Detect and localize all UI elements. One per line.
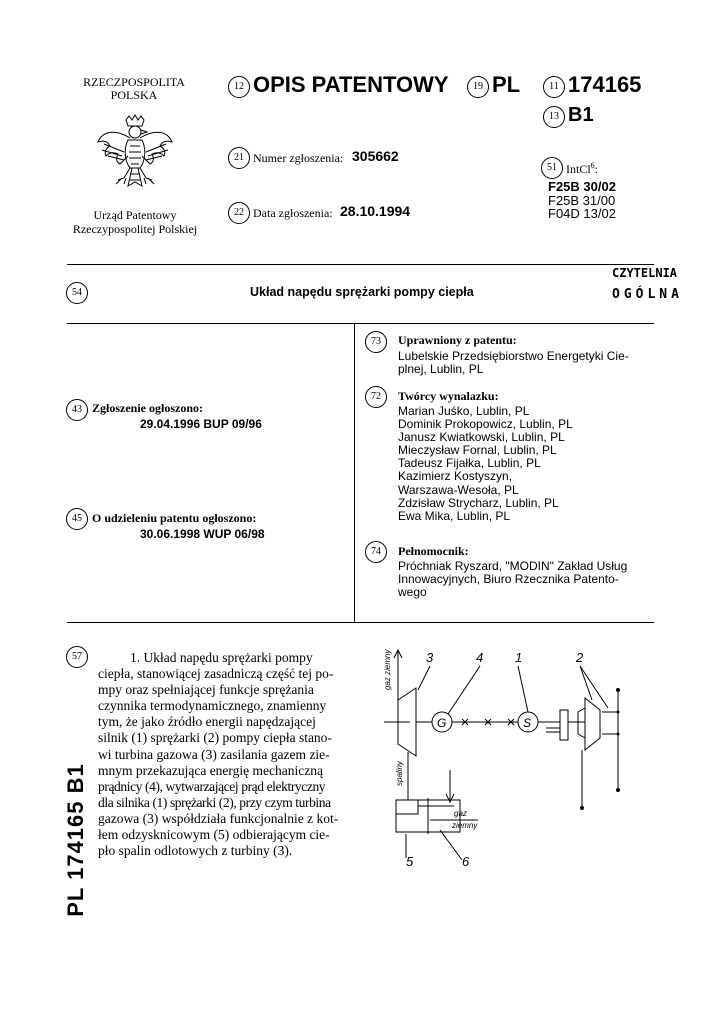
owner-line: Lubelskie Przedsiębiorstwo Energetyki Cie- [398,349,629,363]
inid-code-13: 13 [543,106,565,128]
inventor-entry: Warszawa-Wesoła, PL [398,482,519,497]
grant-publication-label: O udzieleniu patentu ogłoszono: [92,511,257,525]
side-patent-label-text: PL 174165 B1 [63,763,88,917]
publication-value: 29.04.1996 BUP 09/96 [140,417,262,431]
gas-top-label: gaz ziemny [383,649,392,690]
divider-bottom [67,622,654,623]
label-2: 2 [576,650,584,665]
label-4: 4 [476,650,484,665]
attorney-line: Próchniak Ryszard, "MODIN" Zakład Usług [398,559,628,573]
gas-bottom-label-2: ziemny [452,821,478,830]
claim-line: łem odzysknicowym (5) odbierającym cie- [98,827,330,843]
inid-code-11: 11 [543,76,565,98]
stamp-line1: CZYTELNIA [612,266,678,280]
attorney-name [398,560,627,599]
owner-name [398,350,629,376]
issuer-office [50,208,220,236]
inventor-entry: Mieczysław Fornal, Lublin, PL [398,443,557,458]
exhaust-label: spaliny [395,761,404,786]
invention-title: Układ napędu sprężarki pompy ciepła [250,285,474,299]
claim-line: pło spalin odlotowych z turbiny (3). [98,843,293,859]
claim-line: dla silnika (1) sprężarki (2), przy czym turbina [98,794,331,810]
issuer-country [60,76,208,102]
label-3: 3 [426,650,434,665]
inid-code-73: 73 [365,331,387,353]
claim-line: tym, że jako źródło energii napędzającej [98,714,316,730]
country-code: PL [492,72,521,97]
inventors-list [398,405,573,523]
office-line2: Rzeczypospolitej Polskiej [72,222,198,236]
classification-label-text: IntCl [566,162,591,176]
claim-line: czynnika termodynamicznego, znamienny [98,698,327,714]
classification-label [566,161,598,177]
attorney-line: Innowacyjnych, Biuro Rzecznika Patento- [398,572,619,586]
grant-publication-value: 30.06.1998 WUP 06/98 [140,527,265,541]
claim-line: 1. Układ napędu sprężarki pompy [130,650,313,665]
classification-code-main: F25B 30/02 [548,179,616,194]
country-line2: POLSKA [110,88,158,102]
owner-line: plnej, Lublin, PL [398,362,484,376]
inid-code-51: 51 [541,157,563,179]
inventors-label: Twórcy wynalazku: [398,389,499,403]
inventor-entry: Marian Juśko, Lublin, PL [398,404,530,418]
patent-number: 174165 [568,72,642,97]
country-line1: RZECZPOSPOLITA [83,75,185,89]
application-date: 28.10.1994 [340,203,411,219]
claim-line: ciepła, stanowiącej zasadniczą część tej po- [98,666,334,682]
coupling [560,710,568,740]
claim-line: prądnicy (4), wytwarzającej prąd elektryczny [98,778,326,794]
inid-code-43: 43 [66,399,88,421]
classification-codes [548,180,616,221]
label-6: 6 [462,854,470,869]
attorney-label: Pełnomocnik: [398,544,469,558]
compressor [585,698,600,750]
side-patent-label [63,763,89,916]
document-type: OPIS PATENTOWY [253,72,449,97]
generator-label: G [437,716,447,730]
inid-code-74: 74 [365,541,387,563]
label-5: 5 [406,854,414,869]
divider-middle [67,323,654,324]
eagle-emblem-icon [94,112,180,198]
claim-line: wi turbina gazowa (3) zasilania gazem zie- [98,746,330,762]
claim-line: gazowa (3) współdziała funkcjonalnie z kot- [98,810,339,826]
application-number: 305662 [352,148,399,164]
inventor-entry: Ewa Mika, Lublin, PL [398,508,511,523]
inventor-entry: Kazimierz Kostyszyn, [398,469,513,484]
inid-code-45: 45 [66,508,88,530]
claim-text [98,650,350,859]
claim-line: mnym przekazująca energię mechaniczną [98,762,323,778]
gas-bottom-label-1: gaz [454,809,467,818]
application-number-label: Numer zgłoszenia: [253,151,344,165]
attorney-line: wego [398,585,427,599]
application-date-label: Data zgłoszenia: [253,206,333,220]
kind-code: B1 [568,104,594,126]
classification-label-suffix: : [594,162,599,176]
publication-label: Zgłoszenie ogłoszono: [92,401,203,415]
inventor-entry: Janusz Kwiatkowski, Lublin, PL [398,430,565,445]
inventor-entry: Zdzisław Strycharz, Lublin, PL [398,495,559,510]
divider-top [67,264,654,265]
classification-label-sup: 6 [590,161,595,170]
stamp-line2: OGÓLNA [612,287,683,302]
classification-code: F25B 31/00 [548,192,616,208]
inventor-entry: Dominik Prokopowicz, Lublin, PL [398,417,573,432]
heat-pump-drive-diagram [370,630,640,880]
motor-label: S [523,716,532,730]
claim-line: mpy oraz spełniającej funkcje sprężania [98,682,314,698]
owner-label: Uprawniony z patentu: [398,333,517,347]
inventor-entry: Tadeusz Fijałka, Lublin, PL [398,456,541,471]
inid-code-72: 72 [365,386,387,408]
inid-code-54: 54 [66,282,88,304]
inid-code-12: 12 [228,76,250,98]
classification-code: F04D 13/02 [548,206,616,221]
inid-code-22: 22 [228,202,250,224]
label-1: 1 [515,650,523,665]
claim-line: silnik (1) sprężarki (2) pompy ciepła stano- [98,730,332,746]
inid-code-21: 21 [228,147,250,169]
office-line1: Urząd Patentowy [93,208,177,222]
library-stamp [612,262,683,306]
column-divider [354,324,355,622]
inid-code-19: 19 [467,76,489,98]
inid-code-57: 57 [66,646,88,668]
